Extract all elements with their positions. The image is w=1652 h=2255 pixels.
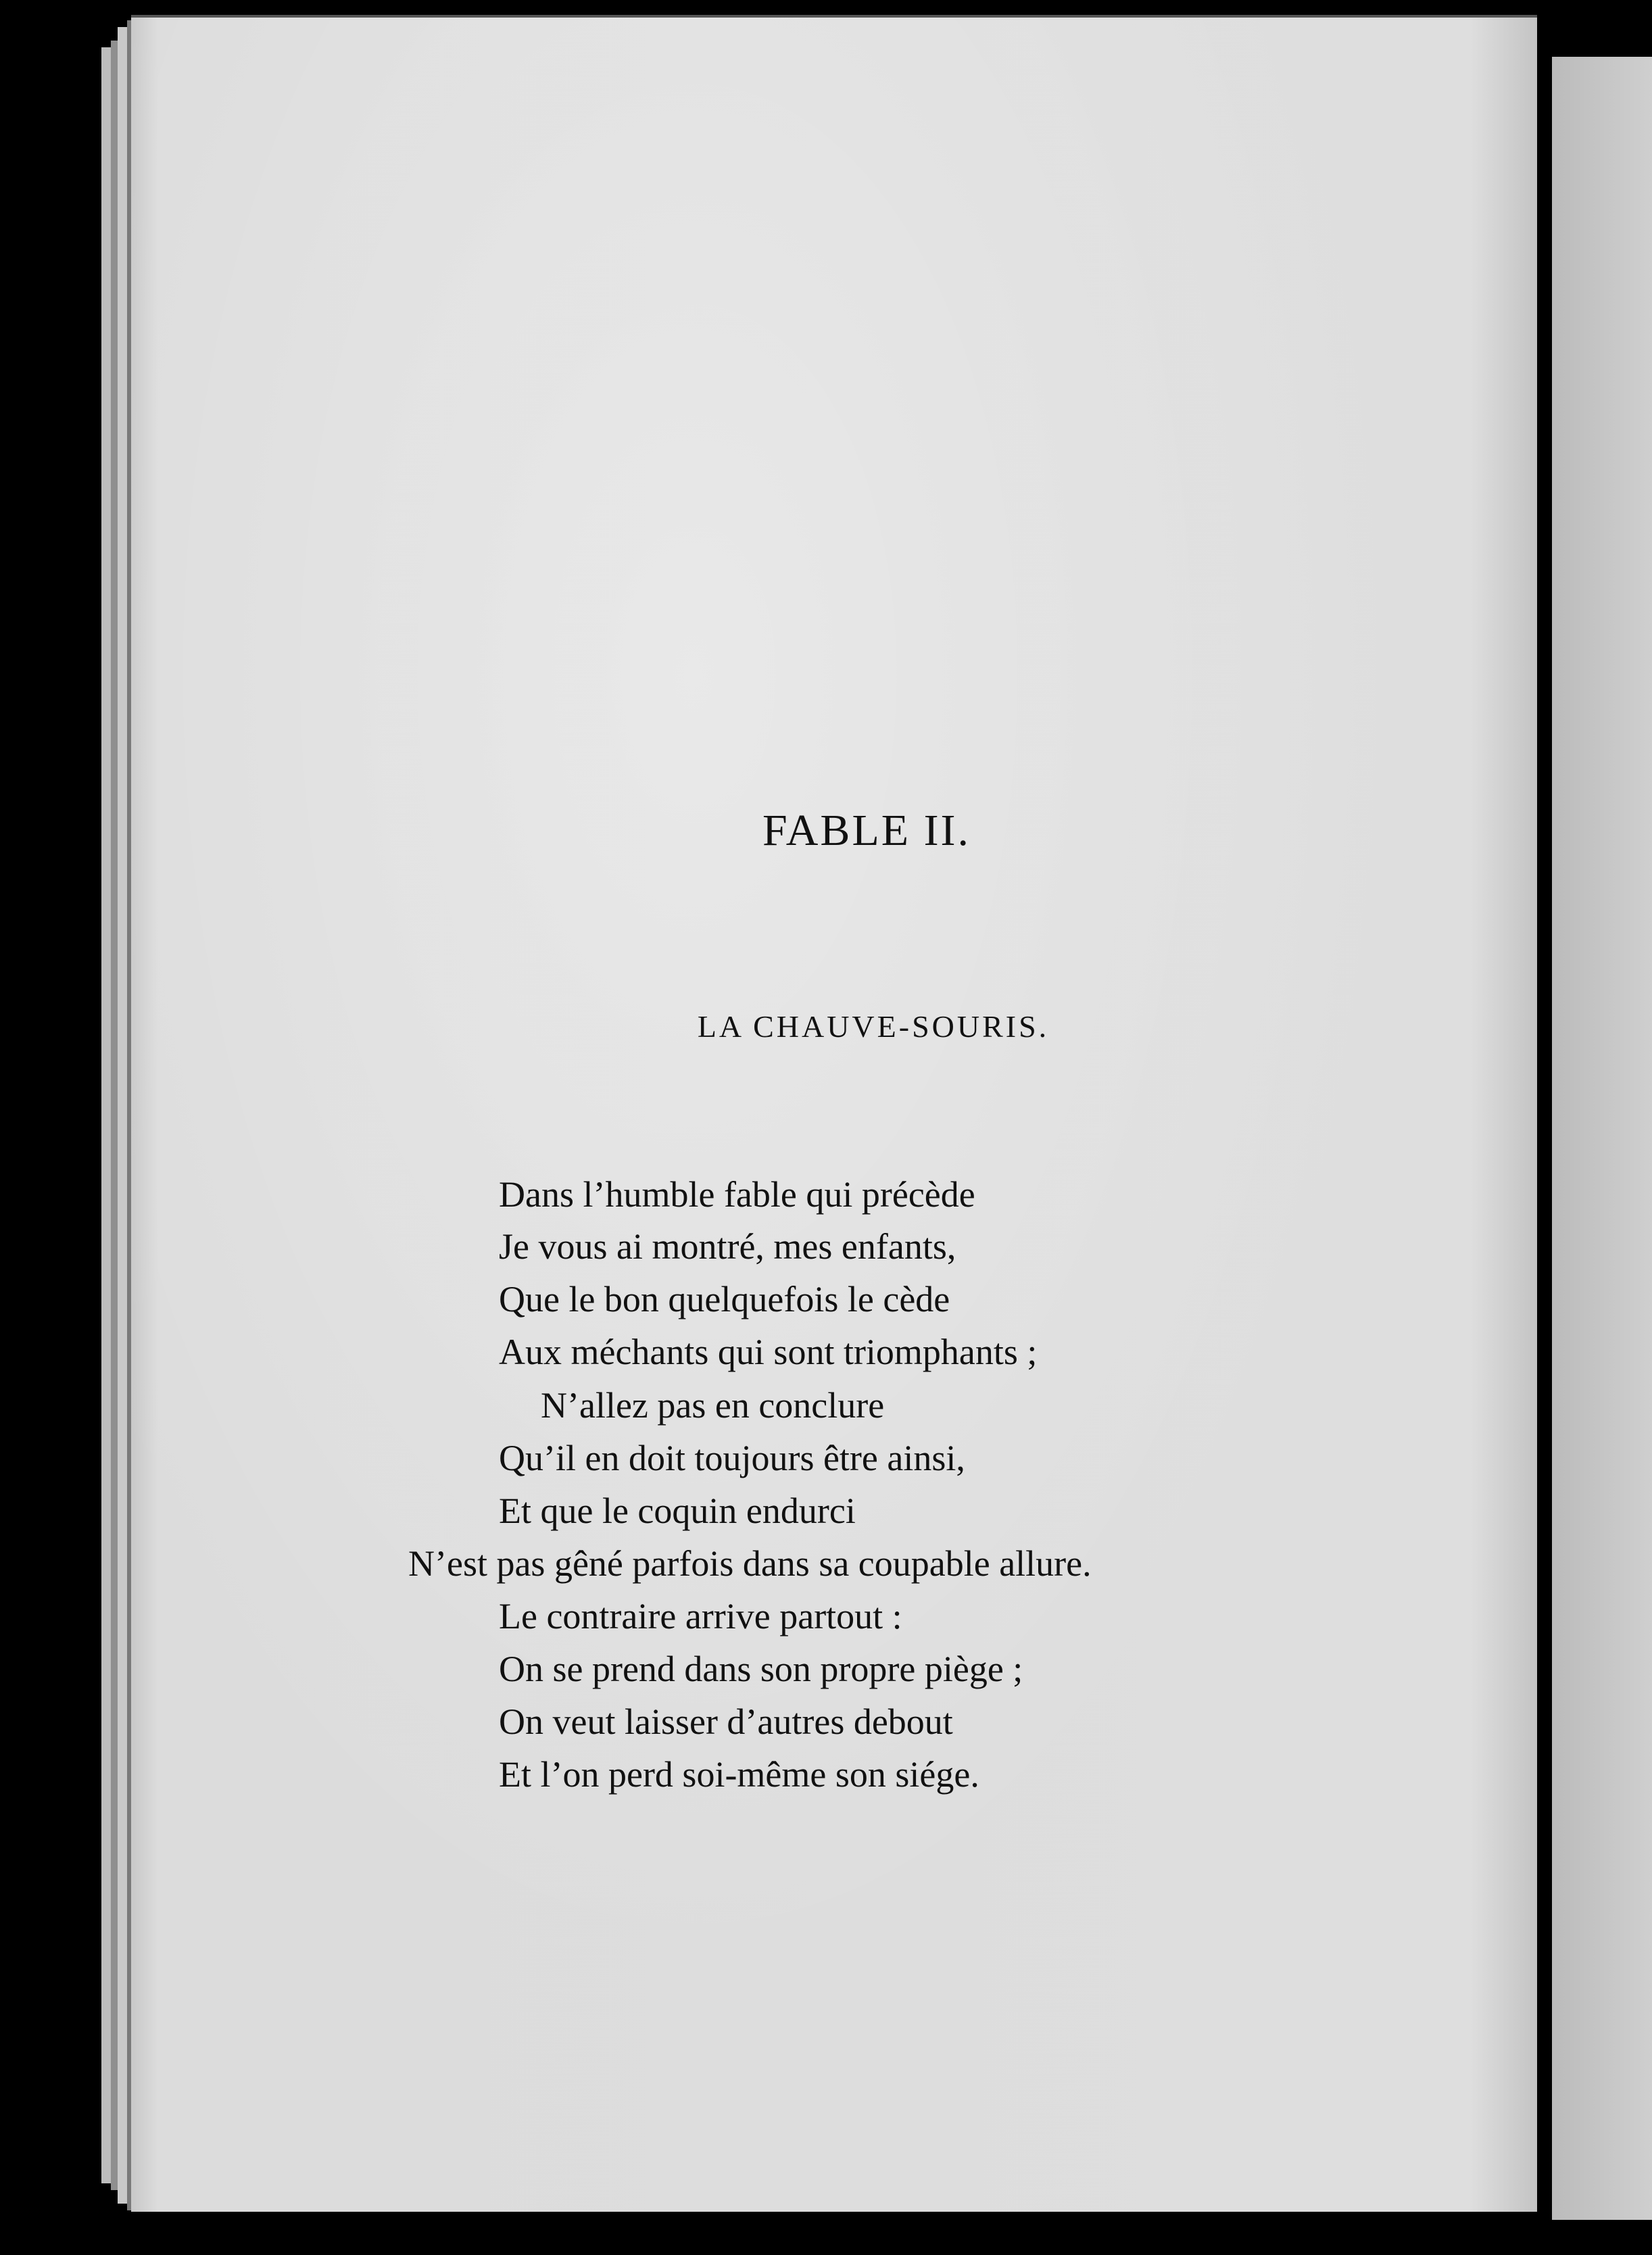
next-page-edge (1552, 57, 1652, 2220)
poem-line: N’allez pas en conclure (541, 1385, 885, 1426)
poem-line: Et l’on perd soi-même son siége. (499, 1754, 979, 1795)
poem-line: N’est pas gêné parfois dans sa coupable allure. (408, 1543, 1092, 1584)
book-page (131, 15, 1537, 2212)
poem-line: On se prend dans son propre piège ; (499, 1649, 1023, 1689)
poem-line: Je vous ai montré, mes enfants, (499, 1226, 956, 1267)
page-edge (101, 47, 111, 2183)
poem-line: Qu’il en doit toujours être ainsi, (499, 1438, 965, 1478)
page-edge (111, 41, 118, 2190)
poem-line: Et que le coquin endurci (499, 1490, 856, 1531)
poem-line: Aux méchants qui sont triomphants ; (499, 1332, 1038, 1372)
poem-line: On veut laisser d’autres debout (499, 1701, 953, 1742)
poem-line: Le contraire arrive partout : (499, 1596, 902, 1636)
page-top-border (131, 15, 1537, 18)
fable-title: FABLE II. (762, 806, 971, 855)
poem-line: Dans l’humble fable qui précède (499, 1174, 975, 1215)
book-gutter (1537, 41, 1552, 2255)
page-edge (118, 27, 127, 2204)
fable-subtitle: LA CHAUVE-SOURIS. (697, 1009, 1050, 1044)
poem-line: Que le bon quelquefois le cède (499, 1279, 950, 1319)
